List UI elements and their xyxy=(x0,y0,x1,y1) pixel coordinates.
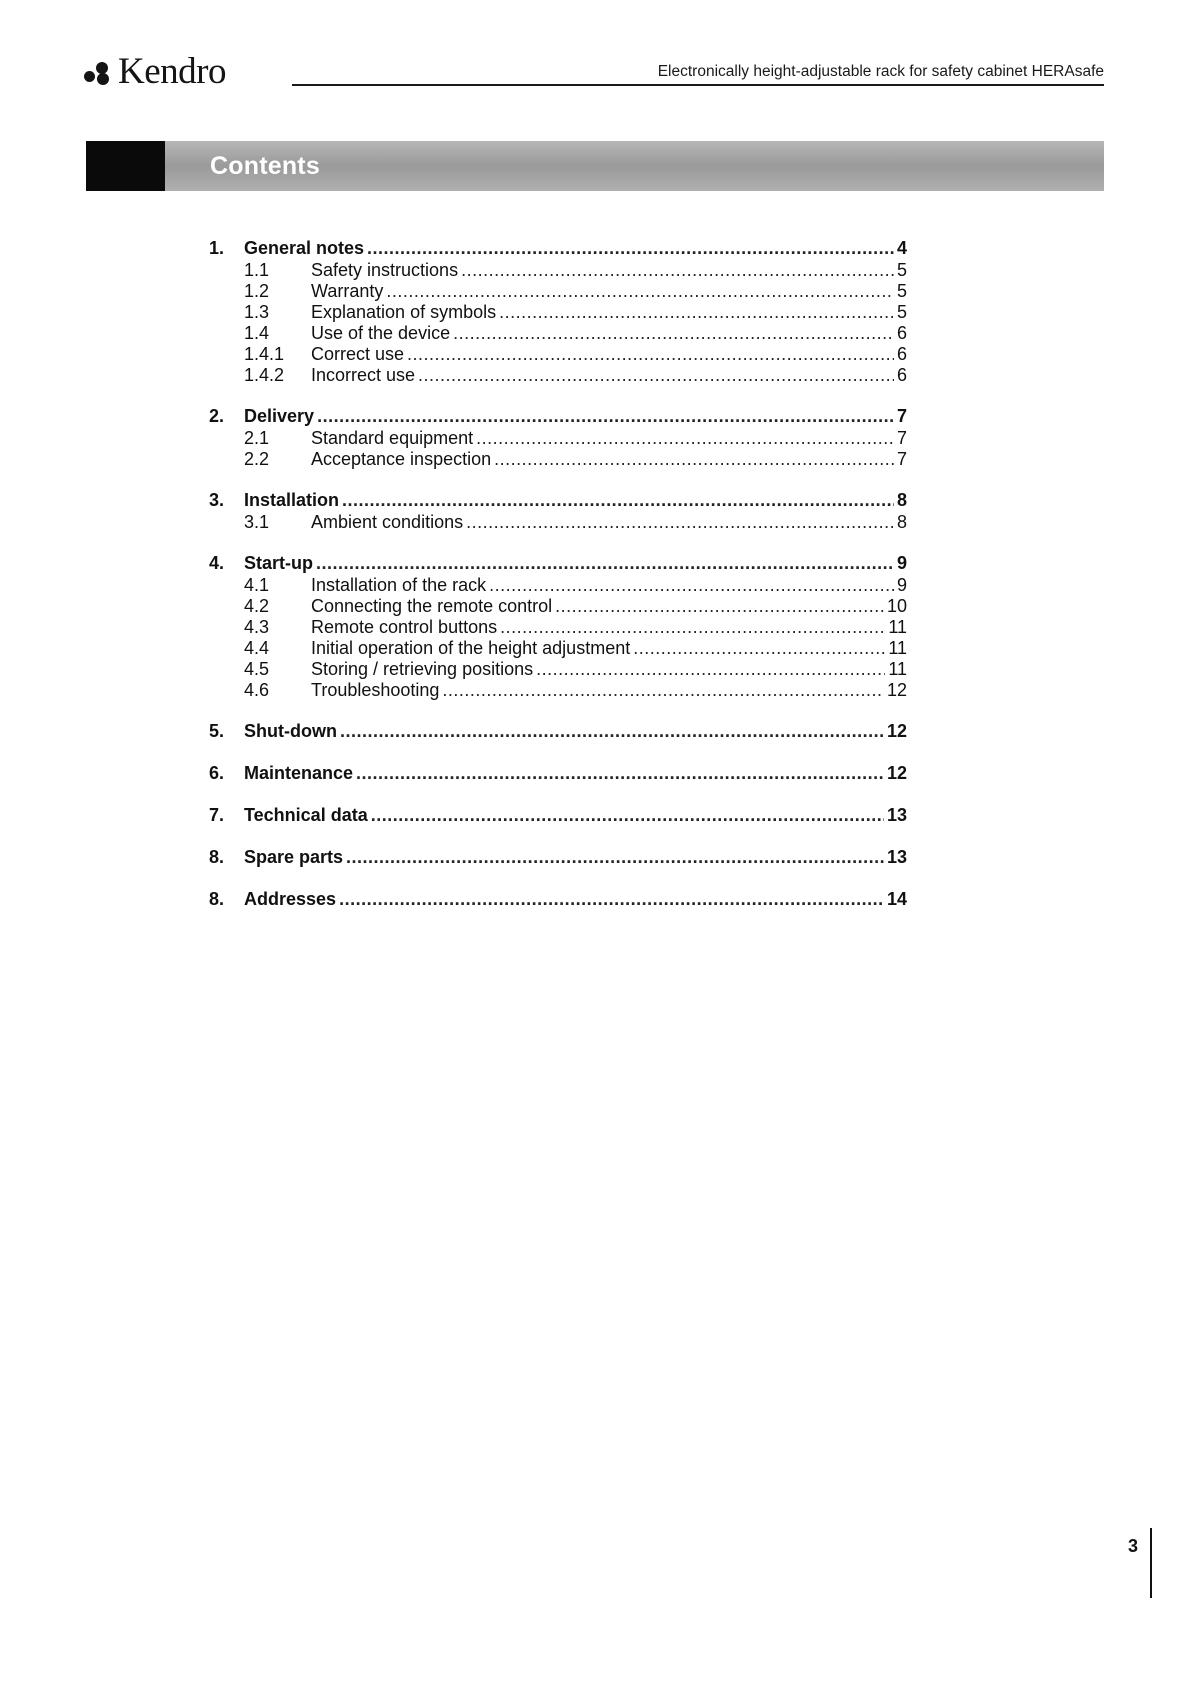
toc-entry-title: Start-up xyxy=(244,553,313,573)
toc-subentry-number: 1.4 xyxy=(244,323,270,343)
toc-entry-page: 9 xyxy=(896,553,907,573)
toc-entry-title: General notes xyxy=(244,238,365,258)
toc-entry-number: 7. xyxy=(209,805,225,825)
toc-section xyxy=(209,719,907,743)
toc-subentry-title: Connecting the remote control xyxy=(311,596,553,616)
toc-subentry-page: 6 xyxy=(896,344,907,364)
toc-section xyxy=(209,236,907,386)
toc-entry-page: 8 xyxy=(896,490,907,510)
banner-black-block xyxy=(86,141,165,191)
banner-gray-bar xyxy=(165,141,1104,191)
toc-leader-dots xyxy=(317,404,894,428)
page-number-rule xyxy=(1150,1528,1152,1598)
toc-subentry-page: 7 xyxy=(896,449,907,469)
toc-entry-number: 1. xyxy=(209,238,225,258)
toc-leader-dots xyxy=(386,281,894,302)
toc-leader-dots xyxy=(442,680,884,701)
toc-entry-sub[interactable] xyxy=(209,638,907,659)
toc-entry-page: 14 xyxy=(886,889,907,909)
toc-entry-page: 12 xyxy=(886,721,907,741)
toc-leader-dots xyxy=(555,596,884,617)
toc-subentry-title: Initial operation of the height adjustment xyxy=(311,638,631,658)
toc-leader-dots xyxy=(633,638,885,659)
toc-entry-sub[interactable] xyxy=(209,512,907,533)
toc-leader-dots xyxy=(500,617,885,638)
toc-subentry-page: 10 xyxy=(886,596,907,616)
toc-subentry-title: Correct use xyxy=(311,344,405,364)
toc-entry-main[interactable] xyxy=(209,887,907,911)
toc-entry-title: Addresses xyxy=(244,889,337,909)
toc-entry-title: Maintenance xyxy=(244,763,354,783)
toc-entry-title: Shut-down xyxy=(244,721,337,741)
toc-subentry-number: 2.1 xyxy=(244,428,270,448)
toc-subentry-number: 1.1 xyxy=(244,260,270,280)
toc-subentry-page: 7 xyxy=(896,428,907,448)
toc-entry-sub[interactable] xyxy=(209,575,907,596)
toc-leader-dots xyxy=(346,845,884,869)
toc-section xyxy=(209,551,907,701)
toc-subentry-number: 1.4.1 xyxy=(244,344,285,364)
toc-leader-dots xyxy=(453,323,894,344)
toc-leader-dots xyxy=(342,488,894,512)
toc-section xyxy=(209,845,907,869)
toc-entry-sub[interactable] xyxy=(209,365,907,386)
toc-entry-sub[interactable] xyxy=(209,449,907,470)
toc-subentry-page: 5 xyxy=(896,260,907,280)
toc-subentry-page: 12 xyxy=(886,680,907,700)
toc-entry-number: 8. xyxy=(209,847,225,867)
toc-entry-title: Delivery xyxy=(244,406,315,426)
toc-subentry-number: 1.3 xyxy=(244,302,270,322)
toc-section xyxy=(209,761,907,785)
toc-leader-dots xyxy=(407,344,894,365)
page-title: Contents xyxy=(210,151,320,180)
document-header-title: Electronically height-adjustable rack for safety cabinet HERAsafe xyxy=(657,63,1104,80)
toc-entry-sub[interactable] xyxy=(209,302,907,323)
toc-subentry-title: Storing / retrieving positions xyxy=(311,659,534,679)
toc-leader-dots xyxy=(316,551,894,575)
toc-entry-sub[interactable] xyxy=(209,680,907,701)
toc-entry-sub[interactable] xyxy=(209,344,907,365)
toc-subentry-page: 11 xyxy=(888,659,907,679)
toc-subentry-number: 4.2 xyxy=(244,596,270,616)
toc-leader-dots xyxy=(367,236,894,260)
toc-entry-sub[interactable] xyxy=(209,260,907,281)
toc-entry-number: 8. xyxy=(209,889,225,909)
toc-entry-main[interactable] xyxy=(209,803,907,827)
contents-banner xyxy=(86,141,1104,191)
toc-leader-dots xyxy=(371,803,884,827)
toc-entry-page: 13 xyxy=(886,805,907,825)
toc-subentry-title: Safety instructions xyxy=(311,260,459,280)
toc-subentry-title: Explanation of symbols xyxy=(311,302,497,322)
toc-subentry-title: Acceptance inspection xyxy=(311,449,492,469)
toc-subentry-page: 11 xyxy=(888,638,907,658)
toc-subentry-page: 5 xyxy=(896,281,907,301)
toc-leader-dots xyxy=(356,761,884,785)
toc-section xyxy=(209,803,907,827)
toc-subentry-number: 3.1 xyxy=(244,512,270,532)
toc-section xyxy=(209,488,907,533)
toc-subentry-number: 4.3 xyxy=(244,617,270,637)
toc-subentry-number: 1.4.2 xyxy=(244,365,285,385)
toc-subentry-number: 4.5 xyxy=(244,659,270,679)
toc-subentry-title: Remote control buttons xyxy=(311,617,498,637)
toc-entry-sub[interactable] xyxy=(209,659,907,680)
toc-entry-sub[interactable] xyxy=(209,281,907,302)
toc-leader-dots xyxy=(476,428,894,449)
toc-entry-page: 12 xyxy=(886,763,907,783)
toc-leader-dots xyxy=(418,365,894,386)
toc-entry-main[interactable] xyxy=(209,845,907,869)
toc-entry-sub[interactable] xyxy=(209,428,907,449)
logo-text: Kendro xyxy=(118,51,226,92)
toc-entry-page: 4 xyxy=(896,238,907,258)
toc-subentry-page: 9 xyxy=(896,575,907,595)
toc-leader-dots xyxy=(466,512,894,533)
header-divider xyxy=(292,84,1104,86)
page-number: 3 xyxy=(1128,1536,1139,1556)
toc-section xyxy=(209,404,907,470)
toc-entry-page: 13 xyxy=(886,847,907,867)
table-of-contents xyxy=(209,236,907,929)
toc-subentry-page: 5 xyxy=(896,302,907,322)
toc-entry-main[interactable] xyxy=(209,719,907,743)
toc-entry-sub[interactable] xyxy=(209,323,907,344)
toc-subentry-title: Use of the device xyxy=(311,323,451,343)
toc-leader-dots xyxy=(536,659,885,680)
toc-subentry-title: Installation of the rack xyxy=(311,575,487,595)
toc-entry-number: 2. xyxy=(209,406,225,426)
toc-subentry-number: 4.1 xyxy=(244,575,270,595)
toc-subentry-title: Troubleshooting xyxy=(311,680,440,700)
toc-leader-dots xyxy=(340,719,884,743)
toc-entry-title: Technical data xyxy=(244,805,368,825)
toc-leader-dots xyxy=(339,887,884,911)
toc-entry-number: 5. xyxy=(209,721,225,741)
toc-entry-page: 7 xyxy=(896,406,907,426)
toc-subentry-number: 4.6 xyxy=(244,680,270,700)
toc-subentry-page: 8 xyxy=(896,512,907,532)
toc-section xyxy=(209,887,907,911)
toc-entry-title: Installation xyxy=(244,490,340,510)
toc-subentry-page: 6 xyxy=(896,365,907,385)
toc-entry-sub[interactable] xyxy=(209,596,907,617)
kendro-logo xyxy=(84,52,226,92)
toc-entry-main[interactable] xyxy=(209,488,907,512)
toc-entry-number: 4. xyxy=(209,553,225,573)
toc-leader-dots xyxy=(494,449,894,470)
toc-entry-main[interactable] xyxy=(209,761,907,785)
toc-subentry-page: 6 xyxy=(896,323,907,343)
toc-entry-main[interactable] xyxy=(209,236,907,260)
toc-subentry-title: Incorrect use xyxy=(311,365,416,385)
toc-entry-number: 3. xyxy=(209,490,225,510)
toc-leader-dots xyxy=(499,302,894,323)
toc-subentry-title: Warranty xyxy=(311,281,384,301)
toc-entry-main[interactable] xyxy=(209,404,907,428)
toc-leader-dots xyxy=(461,260,894,281)
toc-subentry-number: 4.4 xyxy=(244,638,270,658)
toc-entry-number: 6. xyxy=(209,763,225,783)
toc-subentry-number: 2.2 xyxy=(244,449,270,469)
toc-entry-title: Spare parts xyxy=(244,847,344,867)
toc-entry-main[interactable] xyxy=(209,551,907,575)
toc-leader-dots xyxy=(489,575,894,596)
logo-dots-icon xyxy=(84,60,116,84)
toc-subentry-title: Standard equipment xyxy=(311,428,474,448)
toc-subentry-number: 1.2 xyxy=(244,281,270,301)
toc-subentry-title: Ambient conditions xyxy=(311,512,464,532)
toc-entry-sub[interactable] xyxy=(209,617,907,638)
toc-subentry-page: 11 xyxy=(888,617,907,637)
